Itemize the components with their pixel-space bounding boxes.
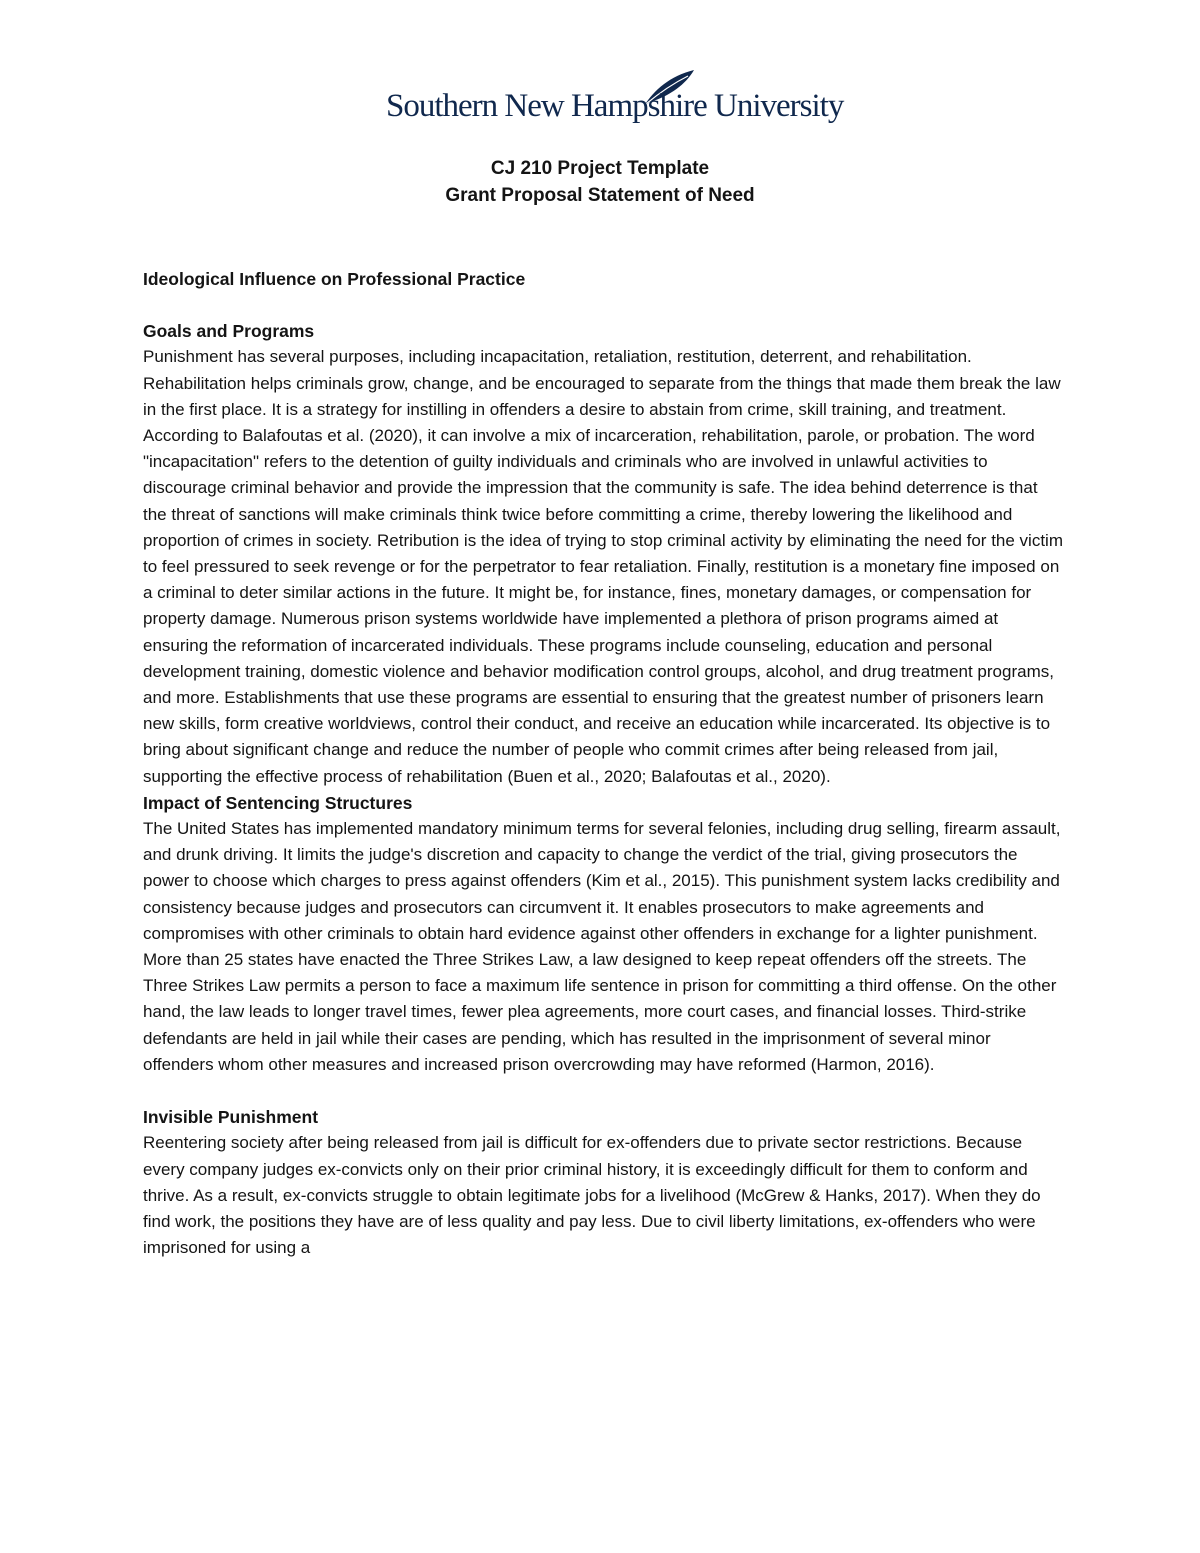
paragraph-invisible-punishment: Reentering society after being released from jail is difficult for ex-offenders due to private sector restrictions. Because every company judges ex-convicts only on their prior criminal history, it is exceedingly difficult for them to conform and thrive. As a result, ex-convicts struggle to obtain legitimate jobs for a livelihood (McGrew & Hanks, 2017). When they do find work, the positions they have are of less quality and pay less. Due to civil liberty limitations, ex-offenders who were imprisoned for using a (143, 1133, 1041, 1258)
logo-wordmark: Southern New Hampshire University (386, 88, 844, 124)
paragraph-sentencing-structures: The United States has implemented mandatory minimum terms for several felonies, including drug selling, firearm assault, and drunk driving. It limits the judge's discretion and capacity to change the verdict of the trial, giving prosecutors the power to choose which charges to press against offenders (Kim et al., 2015). This punishment system lacks credibility and consistency because judges and prosecutors can circumvent it. It enables prosecutors to make agreements and compromises with other criminals to obtain hard evidence against other offenders in exchange for a lighter punishment. More than 25 states have enacted the Three Strikes Law, a law designed to keep repeat offenders off the streets. The Three Strikes Law permits a person to face a maximum life sentence in prison for committing a third offense. On the other hand, the law leads to longer travel times, fewer plea agreements, more court cases, and financial losses. Third-strike defendants are held in jail while their cases are pending, which has resulted in the imprisonment of several minor offenders whom other measures and increased prison overcrowding may have reformed (Harmon, 2016). (143, 819, 1061, 1074)
paragraph-goals-and-programs: Punishment has several purposes, including incapacitation, retaliation, restitution, deterrent, and rehabilitation. Rehabilitation helps criminals grow, change, and be encouraged to separate from the things that made them break the law in the first place. It is a strategy for instilling in offenders a desire to abstain from crime, skill training, and treatment. According to Balafoutas et al. (2020), it can involve a mix of incarceration, rehabilitation, parole, or probation. The word "incapacitation" refers to the detention of guilty individuals and criminals who are involved in unlawful activities to discourage criminal behavior and provide the impression that the community is safe. The idea behind deterrence is that the threat of sanctions will make criminals think twice before committing a crime, thereby lowering the likelihood and proportion of crimes in society. Retribution is the idea of trying to stop criminal activity by eliminating the need for the victim to feel pressured to seek revenge or for the perpetrator to fear retaliation. Finally, restitution is a monetary fine imposed on a criminal to deter similar actions in the future. It might be, for instance, fines, monetary damages, or compensation for property damage. Numerous prison systems worldwide have implemented a plethora of prison programs aimed at ensuring the reformation of incarcerated individuals. These programs include counseling, education and personal development training, domestic violence and behavior modification control groups, alcohol, and drug treatment programs, and more. Establishments that use these programs are essential to ensuring that the greatest number of prisoners learn new skills, form creative worldviews, control their conduct, and receive an education while incarcerated. Its objective is to bring about significant change and reduce the number of people who commit crimes after being released from jail, supporting the effective process of rehabilitation (Buen et al., 2020; Balafoutas et al., 2020). (143, 347, 1063, 786)
heading-sentencing-structures: Impact of Sentencing Structures (143, 792, 413, 813)
title-line-1: CJ 210 Project Template (490, 158, 710, 179)
document-body (143, 266, 1063, 1261)
heading-invisible-punishment: Invisible Punishment (143, 1107, 319, 1128)
document-title (0, 155, 1200, 209)
spacer (143, 1078, 1063, 1104)
heading-goals-and-programs: Goals and Programs (143, 321, 315, 342)
university-logo (386, 68, 844, 134)
heading-ideological-influence: Ideological Influence on Professional Practice (143, 269, 526, 289)
title-line-2: Grant Proposal Statement of Need (445, 185, 755, 206)
spacer (143, 292, 1063, 318)
